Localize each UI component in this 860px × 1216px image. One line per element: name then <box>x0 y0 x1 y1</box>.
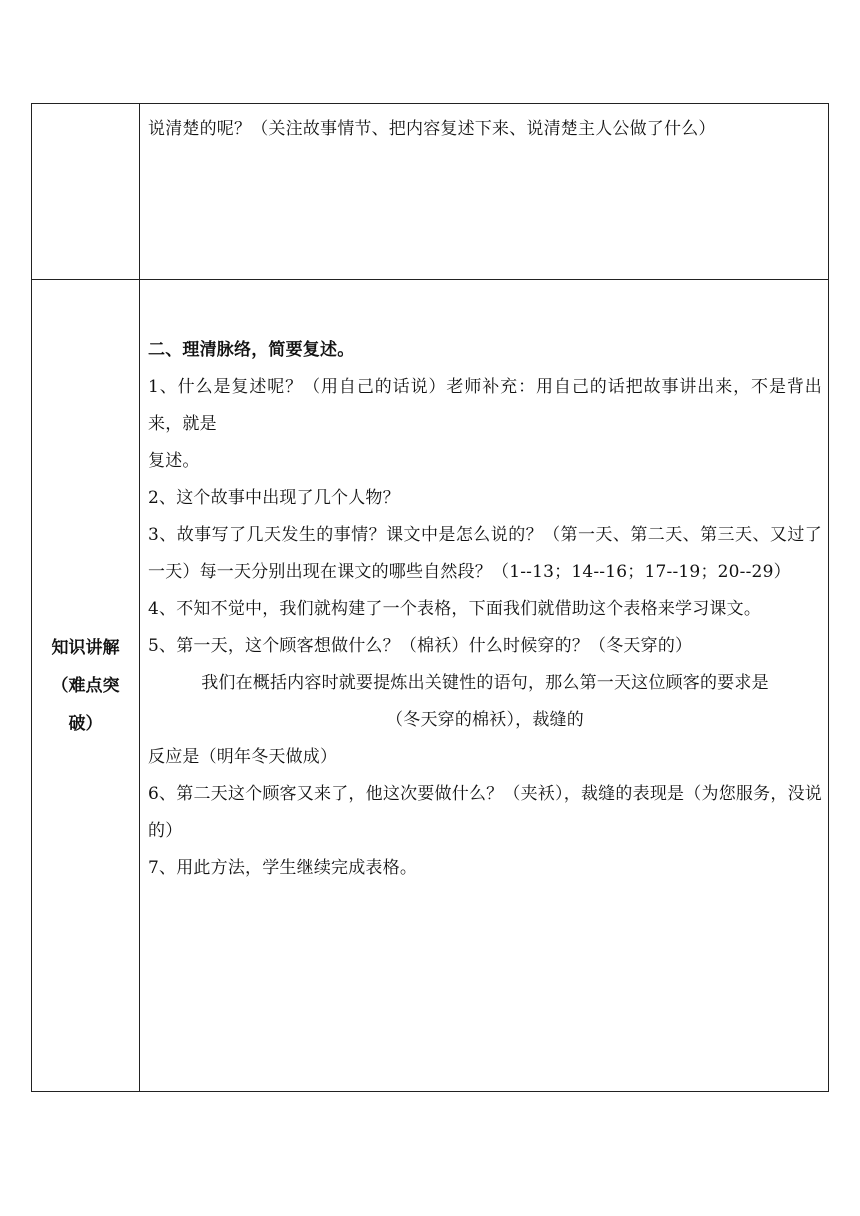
section-label-line: （难点突 <box>51 675 120 696</box>
label-cell-empty <box>32 104 140 280</box>
section-label <box>32 629 139 743</box>
content-cell <box>140 104 829 280</box>
paragraph-5-summary-cont: （冬天穿的棉袄），裁缝的 <box>386 710 584 730</box>
paragraph-4: 4、不知不觉中，我们就构建了一个表格，下面我们就借助这个表格来学习课文。 <box>148 599 762 619</box>
cell-content <box>140 104 828 148</box>
paragraph-2: 2、这个故事中出现了几个人物？ <box>148 488 400 508</box>
table-row <box>32 104 829 280</box>
cell-content <box>140 280 828 887</box>
paragraph-5: 5、第一天，这个顾客想做什么？（棉袄）什么时候穿的？（冬天穿的） <box>148 636 693 656</box>
section-label-line: 破） <box>68 713 103 734</box>
paragraph-1-cont: 复述。 <box>148 451 200 471</box>
paragraph-3: 3、故事写了几天发生的事情？课文中是怎么说的？（第一天、第二天、第三天、又过了一天）每一天分别出现在课文的哪些自然段？（1--13；14--16；17--19；20--29） <box>148 525 822 582</box>
paragraph-5-reaction: 反应是（明年冬天做成） <box>148 747 338 767</box>
lesson-plan-table <box>31 103 829 1092</box>
section-heading: 二、理清脉络，简要复述。 <box>148 340 355 360</box>
content-cell <box>140 280 829 1092</box>
paragraph-7: 7、用此方法，学生继续完成表格。 <box>148 858 418 878</box>
section-label-line: 知识讲解 <box>51 637 120 658</box>
continued-question: 说清楚的呢？（关注故事情节、把内容复述下来、说清楚主人公做了什么） <box>148 119 716 139</box>
label-cell <box>32 280 140 1092</box>
paragraph-6: 6、第二天这个顾客又来了，他这次要做什么？（夹袄），裁缝的表现是（为您服务，没说的） <box>148 784 822 841</box>
paragraph-1: 1、什么是复述呢？（用自己的话说）老师补充：用自己的话把故事讲出来，不是背出来，就是 <box>148 377 822 434</box>
paragraph-5-summary: 我们在概括内容时就要提炼出关键性的语句，那么第一天这位顾客的要求是 <box>201 673 769 693</box>
table-row <box>32 280 829 1092</box>
